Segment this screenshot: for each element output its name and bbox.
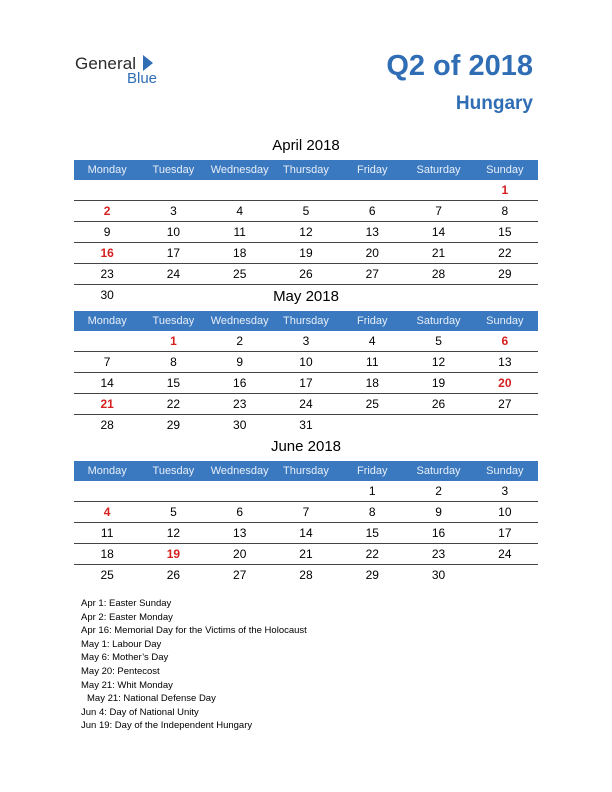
weekday-header <box>74 311 538 331</box>
day-cell: 23 <box>233 397 247 411</box>
week-row <box>74 565 538 586</box>
day-cell: 11 <box>233 225 246 239</box>
day-cell <box>74 481 140 501</box>
day-cell: 23 <box>100 267 114 281</box>
holiday-day-cell: 16 <box>100 246 114 260</box>
day-cell <box>74 331 140 351</box>
week-row <box>74 180 538 201</box>
weekday-label: Tuesday <box>152 164 195 176</box>
day-cell: 4 <box>368 334 376 348</box>
holiday-notes <box>81 597 307 733</box>
logo-general-text: General <box>75 54 137 73</box>
holiday-day-cell: 1 <box>501 183 509 197</box>
week-row <box>74 523 538 544</box>
weekday-label: Monday <box>87 465 127 477</box>
month-title: May 2018 <box>273 288 339 305</box>
month-grid <box>74 311 538 436</box>
day-cell: 28 <box>100 418 114 432</box>
day-cell: 23 <box>431 547 446 561</box>
weekday-label: Thursday <box>283 315 329 327</box>
weekday-label: Tuesday <box>152 315 195 327</box>
day-cell: 20 <box>233 547 247 561</box>
holiday-note: Apr 2: Easter Monday <box>81 611 173 623</box>
day-cell: 10 <box>498 505 512 519</box>
day-cell: 18 <box>233 246 247 260</box>
day-cell: 14 <box>100 376 114 390</box>
day-cell: 5 <box>302 204 310 218</box>
weekday-label: Saturday <box>416 465 461 477</box>
day-cell: 27 <box>365 267 379 281</box>
day-cell: 21 <box>431 246 446 260</box>
day-cell <box>339 415 405 436</box>
day-cell: 7 <box>435 204 442 218</box>
day-cell: 14 <box>431 225 446 239</box>
day-cell: 7 <box>103 355 111 369</box>
holiday-note: May 20: Pentecost <box>81 665 160 677</box>
week-row <box>74 264 538 285</box>
day-cell: 16 <box>431 526 446 540</box>
holiday-day-cell: 4 <box>103 505 111 519</box>
day-cell: 25 <box>233 267 247 281</box>
holiday-day-cell: 20 <box>498 376 512 390</box>
weekday-label: Wednesday <box>210 315 269 327</box>
day-cell: 17 <box>498 526 512 540</box>
weekday-label: Thursday <box>283 164 329 176</box>
day-cell: 5 <box>170 505 177 519</box>
weekday-label: Monday <box>87 315 127 327</box>
holiday-note: Apr 16: Memorial Day for the Victims of the Holocaust <box>81 625 307 637</box>
day-cell <box>140 180 206 200</box>
day-cell: 28 <box>299 568 313 582</box>
day-cell: 30 <box>100 288 114 302</box>
day-cell: 8 <box>368 505 376 519</box>
day-cell <box>207 481 273 501</box>
day-cell: 12 <box>431 355 446 369</box>
day-cell: 21 <box>299 547 313 561</box>
day-cell: 8 <box>170 355 177 369</box>
day-cell: 7 <box>302 505 310 519</box>
weekday-header <box>74 160 538 180</box>
day-cell <box>405 415 471 436</box>
day-cell: 17 <box>166 246 181 260</box>
week-row <box>74 373 538 394</box>
weekday-label: Monday <box>87 164 127 176</box>
day-cell: 29 <box>498 267 512 281</box>
day-cell: 26 <box>299 267 313 281</box>
weekday-label: Wednesday <box>210 465 269 477</box>
day-cell: 12 <box>299 225 313 239</box>
day-cell: 3 <box>302 334 310 348</box>
day-cell: 17 <box>299 376 313 390</box>
week-row <box>74 243 538 264</box>
day-cell: 1 <box>368 484 376 498</box>
day-cell: 8 <box>501 204 509 218</box>
day-cell: 24 <box>299 397 313 411</box>
day-cell: 24 <box>498 547 512 561</box>
holiday-note: May 21: National Defense Day <box>87 693 216 705</box>
day-cell: 3 <box>170 204 177 218</box>
day-cell: 24 <box>166 267 181 281</box>
day-cell: 13 <box>498 355 512 369</box>
day-cell: 10 <box>166 225 181 239</box>
month-title: June 2018 <box>270 438 342 455</box>
day-cell: 4 <box>236 204 244 218</box>
day-cell <box>339 180 405 200</box>
day-cell: 25 <box>100 568 114 582</box>
day-cell <box>405 180 471 200</box>
holiday-note: Jun 19: Day of the Independent Hungary <box>81 720 253 732</box>
month-title: April 2018 <box>272 137 340 154</box>
logo-triangle-icon <box>143 55 153 71</box>
weekday-label: Wednesday <box>210 164 269 176</box>
day-cell: 26 <box>166 568 181 582</box>
day-cell: 22 <box>498 246 512 260</box>
weekday-header <box>74 461 538 481</box>
day-cell: 5 <box>435 334 442 348</box>
day-cell: 14 <box>299 526 313 540</box>
week-row <box>74 415 538 436</box>
weekday-label: Sunday <box>486 465 524 477</box>
day-cell <box>74 180 140 200</box>
weekday-label: Thursday <box>283 465 329 477</box>
day-cell: 15 <box>498 225 512 239</box>
weekday-label: Friday <box>356 164 388 176</box>
holiday-note: Jun 4: Day of National Unity <box>81 706 199 718</box>
day-cell: 29 <box>166 418 181 432</box>
day-cell: 25 <box>365 397 379 411</box>
week-row <box>74 201 538 222</box>
weekday-label: Sunday <box>486 315 524 327</box>
day-cell: 26 <box>431 397 446 411</box>
day-cell: 18 <box>100 547 114 561</box>
day-cell: 15 <box>365 526 379 540</box>
day-cell <box>207 180 273 200</box>
holiday-day-cell: 2 <box>103 204 111 218</box>
weekday-label: Saturday <box>416 315 461 327</box>
weekday-label: Friday <box>356 465 388 477</box>
day-cell: 9 <box>435 505 442 519</box>
day-cell <box>472 565 538 586</box>
day-cell: 27 <box>498 397 512 411</box>
day-cell: 20 <box>365 246 379 260</box>
holiday-day-cell: 19 <box>166 547 181 561</box>
country-name: Hungary <box>455 93 533 114</box>
day-cell: 30 <box>431 568 446 582</box>
holiday-note: May 6: Mother’s Day <box>81 652 169 664</box>
day-cell: 15 <box>166 376 181 390</box>
generalblue-logo <box>75 52 185 92</box>
weekday-label: Saturday <box>416 164 461 176</box>
week-row <box>74 331 538 352</box>
day-cell: 13 <box>365 225 379 239</box>
day-cell: 9 <box>236 355 244 369</box>
day-cell: 28 <box>431 267 446 281</box>
week-row <box>74 394 538 415</box>
day-cell: 18 <box>365 376 379 390</box>
day-cell: 12 <box>166 526 181 540</box>
week-row <box>74 544 538 565</box>
day-cell <box>273 180 339 200</box>
day-cell: 22 <box>365 547 379 561</box>
day-cell: 10 <box>299 355 313 369</box>
weekday-label: Friday <box>356 315 388 327</box>
weekday-label: Sunday <box>486 164 524 176</box>
holiday-note: May 1: Labour Day <box>81 638 162 650</box>
logo-blue-text: Blue <box>127 70 158 87</box>
day-cell: 19 <box>431 376 446 390</box>
holiday-note: May 21: Whit Monday <box>81 679 173 691</box>
holiday-note: Apr 1: Easter Sunday <box>81 598 172 609</box>
day-cell: 16 <box>233 376 247 390</box>
month-grid <box>74 461 538 586</box>
day-cell <box>273 481 339 501</box>
day-cell: 30 <box>233 418 247 432</box>
page-title: Q2 of 2018 <box>386 50 533 82</box>
day-cell <box>472 415 538 436</box>
day-cell: 2 <box>236 334 244 348</box>
day-cell: 22 <box>166 397 181 411</box>
day-cell: 19 <box>299 246 313 260</box>
day-cell <box>140 481 206 501</box>
day-cell: 9 <box>103 225 111 239</box>
holiday-day-cell: 21 <box>100 397 114 411</box>
day-cell: 29 <box>365 568 379 582</box>
day-cell: 13 <box>233 526 247 540</box>
day-cell: 2 <box>435 484 442 498</box>
day-cell: 6 <box>236 505 244 519</box>
day-cell: 11 <box>100 526 114 540</box>
holiday-day-cell: 1 <box>170 334 177 348</box>
day-cell: 6 <box>368 204 376 218</box>
day-cell: 31 <box>299 418 313 432</box>
week-row <box>74 502 538 523</box>
day-cell: 27 <box>233 568 247 582</box>
holiday-day-cell: 6 <box>501 334 509 348</box>
day-cell: 11 <box>366 355 379 369</box>
day-cell: 3 <box>501 484 509 498</box>
weekday-label: Tuesday <box>152 465 195 477</box>
week-row <box>74 352 538 373</box>
week-row <box>74 481 538 502</box>
week-row <box>74 222 538 243</box>
month-grid <box>74 160 538 306</box>
